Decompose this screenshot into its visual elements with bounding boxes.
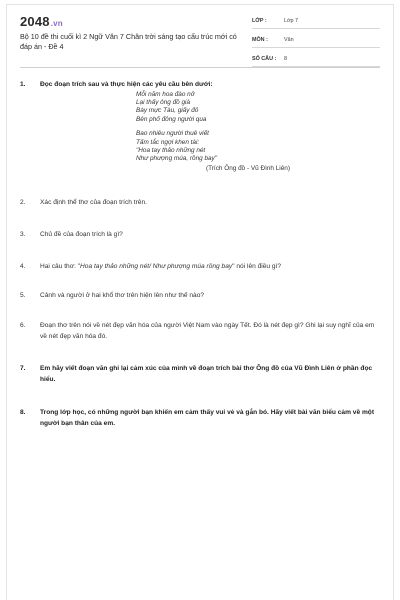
meta-label: MÔN : bbox=[252, 37, 268, 43]
poem-line: "Hoa tay thảo những nét bbox=[136, 146, 206, 154]
poem-line: Mỗi năm hoa đào nở bbox=[136, 90, 195, 98]
poem-line: Bên phố đông người qua bbox=[136, 115, 207, 123]
poem-excerpt bbox=[136, 91, 378, 164]
site-logo[interactable] bbox=[20, 14, 63, 29]
poem-line: Bao nhiêu người thuê viết bbox=[136, 130, 209, 138]
question-5 bbox=[20, 291, 378, 302]
question-text: Đoạn thơ trên nói về nét đẹp văn hóa của người Việt Nam vào ngày Tết. Đó là nét đẹp gì? Ghi lại suy nghĩ của em về nét đẹp văn hóa đó. bbox=[40, 322, 375, 340]
question-number: 1. bbox=[20, 81, 26, 88]
meta-value: Lớp 7 bbox=[284, 18, 299, 24]
meta-label: SỐ CÂU : bbox=[252, 56, 277, 62]
question-text-part: Hai câu thơ: " bbox=[40, 263, 81, 270]
document-title: Bộ 10 đề thi cuối kì 2 Ngữ Văn 7 Chân trời sáng tạo cấu trúc mới có đáp án - Đề 4 bbox=[20, 32, 237, 51]
quoted-verse: Hoa tay thảo những nét/ Như phượng múa rồng bay bbox=[80, 263, 233, 270]
meta-value: 8 bbox=[284, 56, 287, 62]
question-number: 2. bbox=[20, 199, 26, 206]
question-text: Chủ đề của đoạn trích là gì? bbox=[40, 231, 123, 238]
question-number: 4. bbox=[20, 263, 26, 270]
question-text: Cảnh và người ở hai khổ thơ trên hiện lên như thế nào? bbox=[40, 292, 205, 299]
question-text: Em hãy viết đoạn văn ghi lại cảm xúc của mình về đoạn trích bài thơ Ông đồ của Vũ Đình Liên ở phần đọc hiểu. bbox=[40, 365, 373, 383]
poem-line: Lại thấy ông đồ già bbox=[136, 98, 191, 106]
question-8 bbox=[20, 408, 378, 429]
question-text: Đọc đoạn trích sau và thực hiện các yêu cầu bên dưới: bbox=[40, 81, 213, 88]
meta-row-count bbox=[252, 52, 380, 67]
poem-line: Như phượng múa, rồng bay" bbox=[136, 155, 218, 163]
question-text-part: " nói lên điều gì? bbox=[232, 263, 282, 270]
question-6 bbox=[20, 321, 378, 342]
question-number: 3. bbox=[20, 231, 26, 238]
meta-info bbox=[252, 14, 380, 71]
question-number: 8. bbox=[20, 409, 26, 416]
poem-line: Bày mực Tàu, giấy đỏ bbox=[136, 107, 199, 115]
question-text bbox=[40, 262, 378, 273]
meta-value: Văn bbox=[284, 37, 294, 43]
meta-row-grade bbox=[252, 14, 380, 29]
question-7 bbox=[20, 364, 378, 385]
poem-source: (Trích Ông đồ - Vũ Đình Liên) bbox=[206, 164, 290, 172]
meta-row-subject bbox=[252, 33, 380, 48]
question-1 bbox=[20, 80, 378, 173]
question-text: Trong lớp học, có những người bạn khiến em cảm thấy vui vẻ và gắn bó. Hãy viết bài văn biểu cảm về một người bạn thân của em. bbox=[40, 409, 375, 427]
question-number: 6. bbox=[20, 322, 26, 329]
logo-tld: .vn bbox=[50, 19, 63, 28]
question-text: Xác định thể thơ của đoạn trích trên. bbox=[40, 199, 147, 206]
question-3 bbox=[20, 230, 378, 241]
question-2 bbox=[20, 198, 378, 209]
logo-main: 2048 bbox=[20, 14, 50, 29]
question-number: 5. bbox=[20, 292, 26, 299]
header-divider bbox=[20, 67, 380, 68]
question-number: 7. bbox=[20, 365, 26, 372]
question-4 bbox=[20, 262, 378, 273]
poem-line: Tấm tắc ngợi khen tài: bbox=[136, 138, 200, 146]
meta-label: LỚP : bbox=[252, 18, 267, 24]
